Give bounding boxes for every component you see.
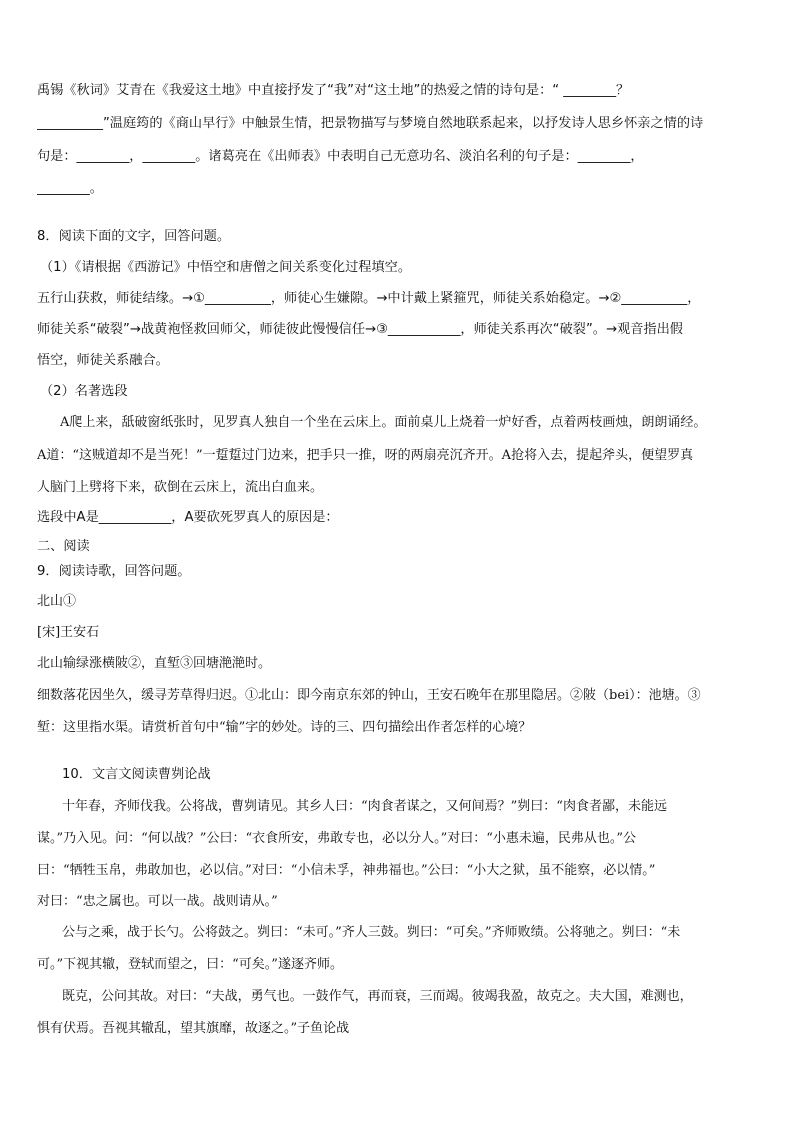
question-9-heading: 9．阅读诗歌，回答问题。 [37,564,191,579]
question-8-prompt: 选段中A是___________，A要砍死罗真人的原因是： [37,510,339,525]
poem-title: 北山① [37,594,77,609]
text-line-3: 句是：________，________。诸葛亮在《出师表》中表明自己无意功名、淡泊名利的句子是：________， [37,149,644,164]
classical-text-line-5: 公与之乘，战于长勺。公将鼓之。刿曰：“未可。”齐人三鼓。刿曰：“可矣。”齐师败绩。公将驰之。刿曰：“未 [62,925,681,940]
question-8-part-1: （1）《请根据《西游记》中悟空和唐僧之间关系变化过程填空。 [40,260,412,275]
question-8-heading: 8．阅读下面的文字，回答问题。 [37,229,231,244]
excerpt-line-2: A道：“这贼道却不是当死！”一踅踅过门边来，把手只一推，呀的两扇亮沉齐开。A抢将入去，提起斧头，便望罗真 [37,448,694,463]
question-8-line-1: 五行山获救，师徒结缘。→①__________，师徒心生嫌隙。→中计戴上紧箍咒，师徒关系始稳定。→②__________， [37,291,701,306]
text-line-2: __________”温庭筠的《商山早行》中触景生情，把景物描写与梦境自然地联系起来，以抒发诗人思乡怀亲之情的诗 [37,116,704,131]
classical-text-line-4: 对曰：“忠之属也。可以一战。战则请从。” [37,894,278,909]
excerpt-line-3: 人脑门上劈将下来，砍倒在云床上，流出白血来。 [37,480,324,495]
poem-line-2-and-notes: 细数落花因坐久，缓寻芳草得归迟。①北山：即今南京东郊的钟山，王安石晚年在那里隐居。②陂（bei）：池塘。③ [37,688,701,703]
excerpt-line-1: A爬上来，舐破窗纸张时，见罗真人独自一个坐在云床上。面前桌儿上烧着一炉好香，点着两枝画烛，朗朗诵经。 [60,415,707,430]
classical-text-line-2: 谋。”乃入见。问：“何以战？”公曰：“衣食所安，弗敢专也，必以分人。”对曰：“小惠未遍，民弗从也。”公 [37,831,637,846]
question-8-line-3: 悟空，师徒关系融合。 [37,353,169,368]
text-line-4: ________。 [37,181,103,196]
classical-text-line-6: 可。”下视其辙，登轼而望之，曰：“可矣。”遂逐齐师。 [37,957,343,972]
classical-text-line-7: 既克，公问其故。对曰：“夫战，勇气也。一鼓作气，再而衰，三而竭。彼竭我盈，故克之。夫大国，难测也， [62,989,693,1004]
classical-text-line-1: 十年春，齐师伐我。公将战，曹刿请见。其乡人曰：“肉食者谋之，又何间焉？”刿曰：“肉食者鄙，未能远 [62,799,667,814]
poem-line-1: 北山输绿涨横陂②，直堑③回塘滟滟时。 [37,656,272,671]
classical-text-line-3: 曰：“牺牲玉帛，弗敢加也，必以信。”对曰：“小信未孚，神弗福也。”公曰：“小大之狱，虽不能察，必以情。” [37,863,656,878]
question-9-prompt: 堑：这里指水渠。请赏析首句中“输”字的妙处。诗的三、四句描绘出作者怎样的心境？ [37,720,532,735]
question-10-heading: 10．文言文阅读曹刿论战 [62,767,211,782]
question-8-part-2: （2）名著选段 [40,384,128,399]
poem-author: [宋]王安石 [37,625,100,640]
section-heading-reading: 二、阅读 [37,539,90,554]
text-line-1: 禹锡《秋词》艾青在《我爱这土地》中直接抒发了“我”对“这土地”的热爱之情的诗句是：“ ________？ [37,83,630,98]
classical-text-line-8: 惧有伏焉。吾视其辙乱，望其旗靡，故逐之。”子鱼论战 [37,1021,350,1036]
question-8-line-2: 师徒关系“破裂”→战黄袍怪救回师父，师徒彼此慢慢信任→③___________，师徒关系再次“破裂”。→观音指出假 [37,322,683,337]
